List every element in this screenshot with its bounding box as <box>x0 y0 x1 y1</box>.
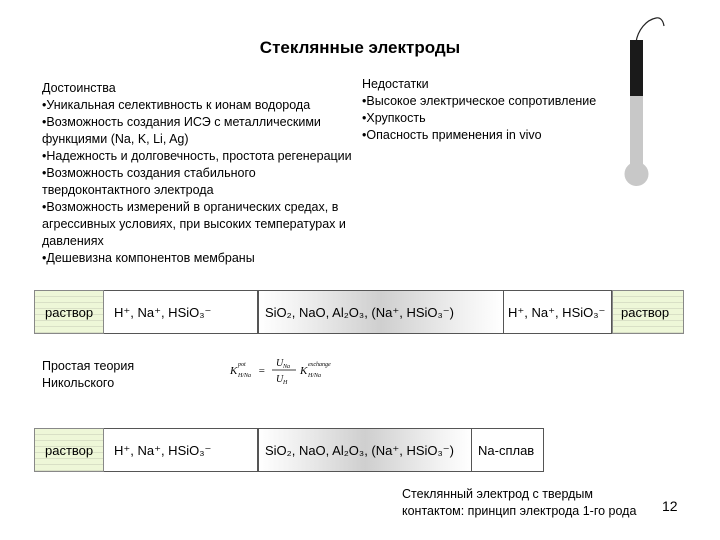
disadvantage-item: •Высокое электрическое сопротивление <box>362 94 597 108</box>
solid-contact-diagram <box>34 428 544 472</box>
advantage-item: •Возможность измерений в органических средах, в агрессивных условиях, при высоких температурах и давлениях <box>42 200 346 248</box>
nikolsky-formula <box>228 352 378 388</box>
diagram-caption: Стеклянный электрод с твердым контактом: принцип электрода 1-го рода <box>402 487 637 518</box>
disadvantage-item: •Хрупкость <box>362 111 426 125</box>
ions-right-label: H⁺, Na⁺, HSiO₃⁻ <box>508 305 606 320</box>
glass-region <box>258 290 504 334</box>
glass-label: SiO₂, NaO, Al₂O₃, (Na⁺, HSiO₃⁻) <box>265 305 454 320</box>
svg-text:exchange: exchange <box>308 362 331 368</box>
svg-text:U: U <box>276 358 284 369</box>
solution-right-region <box>612 290 684 334</box>
solution-left-label: раствор <box>45 305 94 320</box>
ions-left-region <box>104 290 258 334</box>
advantage-item: •Дешевизна компонентов мембраны <box>42 251 255 265</box>
membrane-diagram <box>34 290 684 334</box>
svg-text:H/Na: H/Na <box>238 373 252 379</box>
theory-label: Простая теория Никольского <box>42 359 135 390</box>
advantage-item: •Возможность создания ИСЭ с металлическими функциями (Na, K, Li, Ag) <box>42 115 321 146</box>
ions-left-label: H⁺, Na⁺, HSiO₃⁻ <box>114 305 212 320</box>
page-number: 12 <box>662 498 678 514</box>
advantage-item: •Возможность создания стабильного твердоконтактного электрода <box>42 166 256 197</box>
svg-text:H: H <box>283 380 288 386</box>
svg-text:K: K <box>300 365 308 377</box>
glass-label: SiO₂, NaO, Al₂O₃, (Na⁺, HSiO₃⁻) <box>265 443 454 458</box>
svg-text:=: = <box>258 365 266 377</box>
svg-text:K: K <box>230 365 238 377</box>
solution-left-label: раствор <box>45 443 94 458</box>
disadvantages-block <box>362 76 642 144</box>
ions-left-region <box>104 428 258 472</box>
svg-text:U: U <box>276 374 284 385</box>
advantages-block <box>42 80 352 267</box>
advantage-item: •Уникальная селективность к ионам водорода <box>42 98 311 112</box>
svg-text:H/Na: H/Na <box>308 373 322 379</box>
alloy-region <box>472 428 544 472</box>
svg-text:pot: pot <box>238 362 246 368</box>
solution-left-region <box>34 428 104 472</box>
ions-left-label: H⁺, Na⁺, HSiO₃⁻ <box>114 443 212 458</box>
advantages-heading: Достоинства <box>42 81 116 95</box>
disadvantage-item: •Опасность применения in vivo <box>362 128 542 142</box>
solution-left-region <box>34 290 104 334</box>
glass-region <box>258 428 472 472</box>
alloy-label: Na-сплав <box>478 443 535 458</box>
advantage-item: •Надежность и долговечность, простота регенерации <box>42 149 352 163</box>
disadvantages-heading: Недостатки <box>362 77 429 91</box>
ions-right-region <box>504 290 612 334</box>
svg-text:Na: Na <box>283 364 291 370</box>
slide-title: Стеклянные электроды <box>259 38 461 57</box>
solution-right-label: раствор <box>621 305 670 320</box>
